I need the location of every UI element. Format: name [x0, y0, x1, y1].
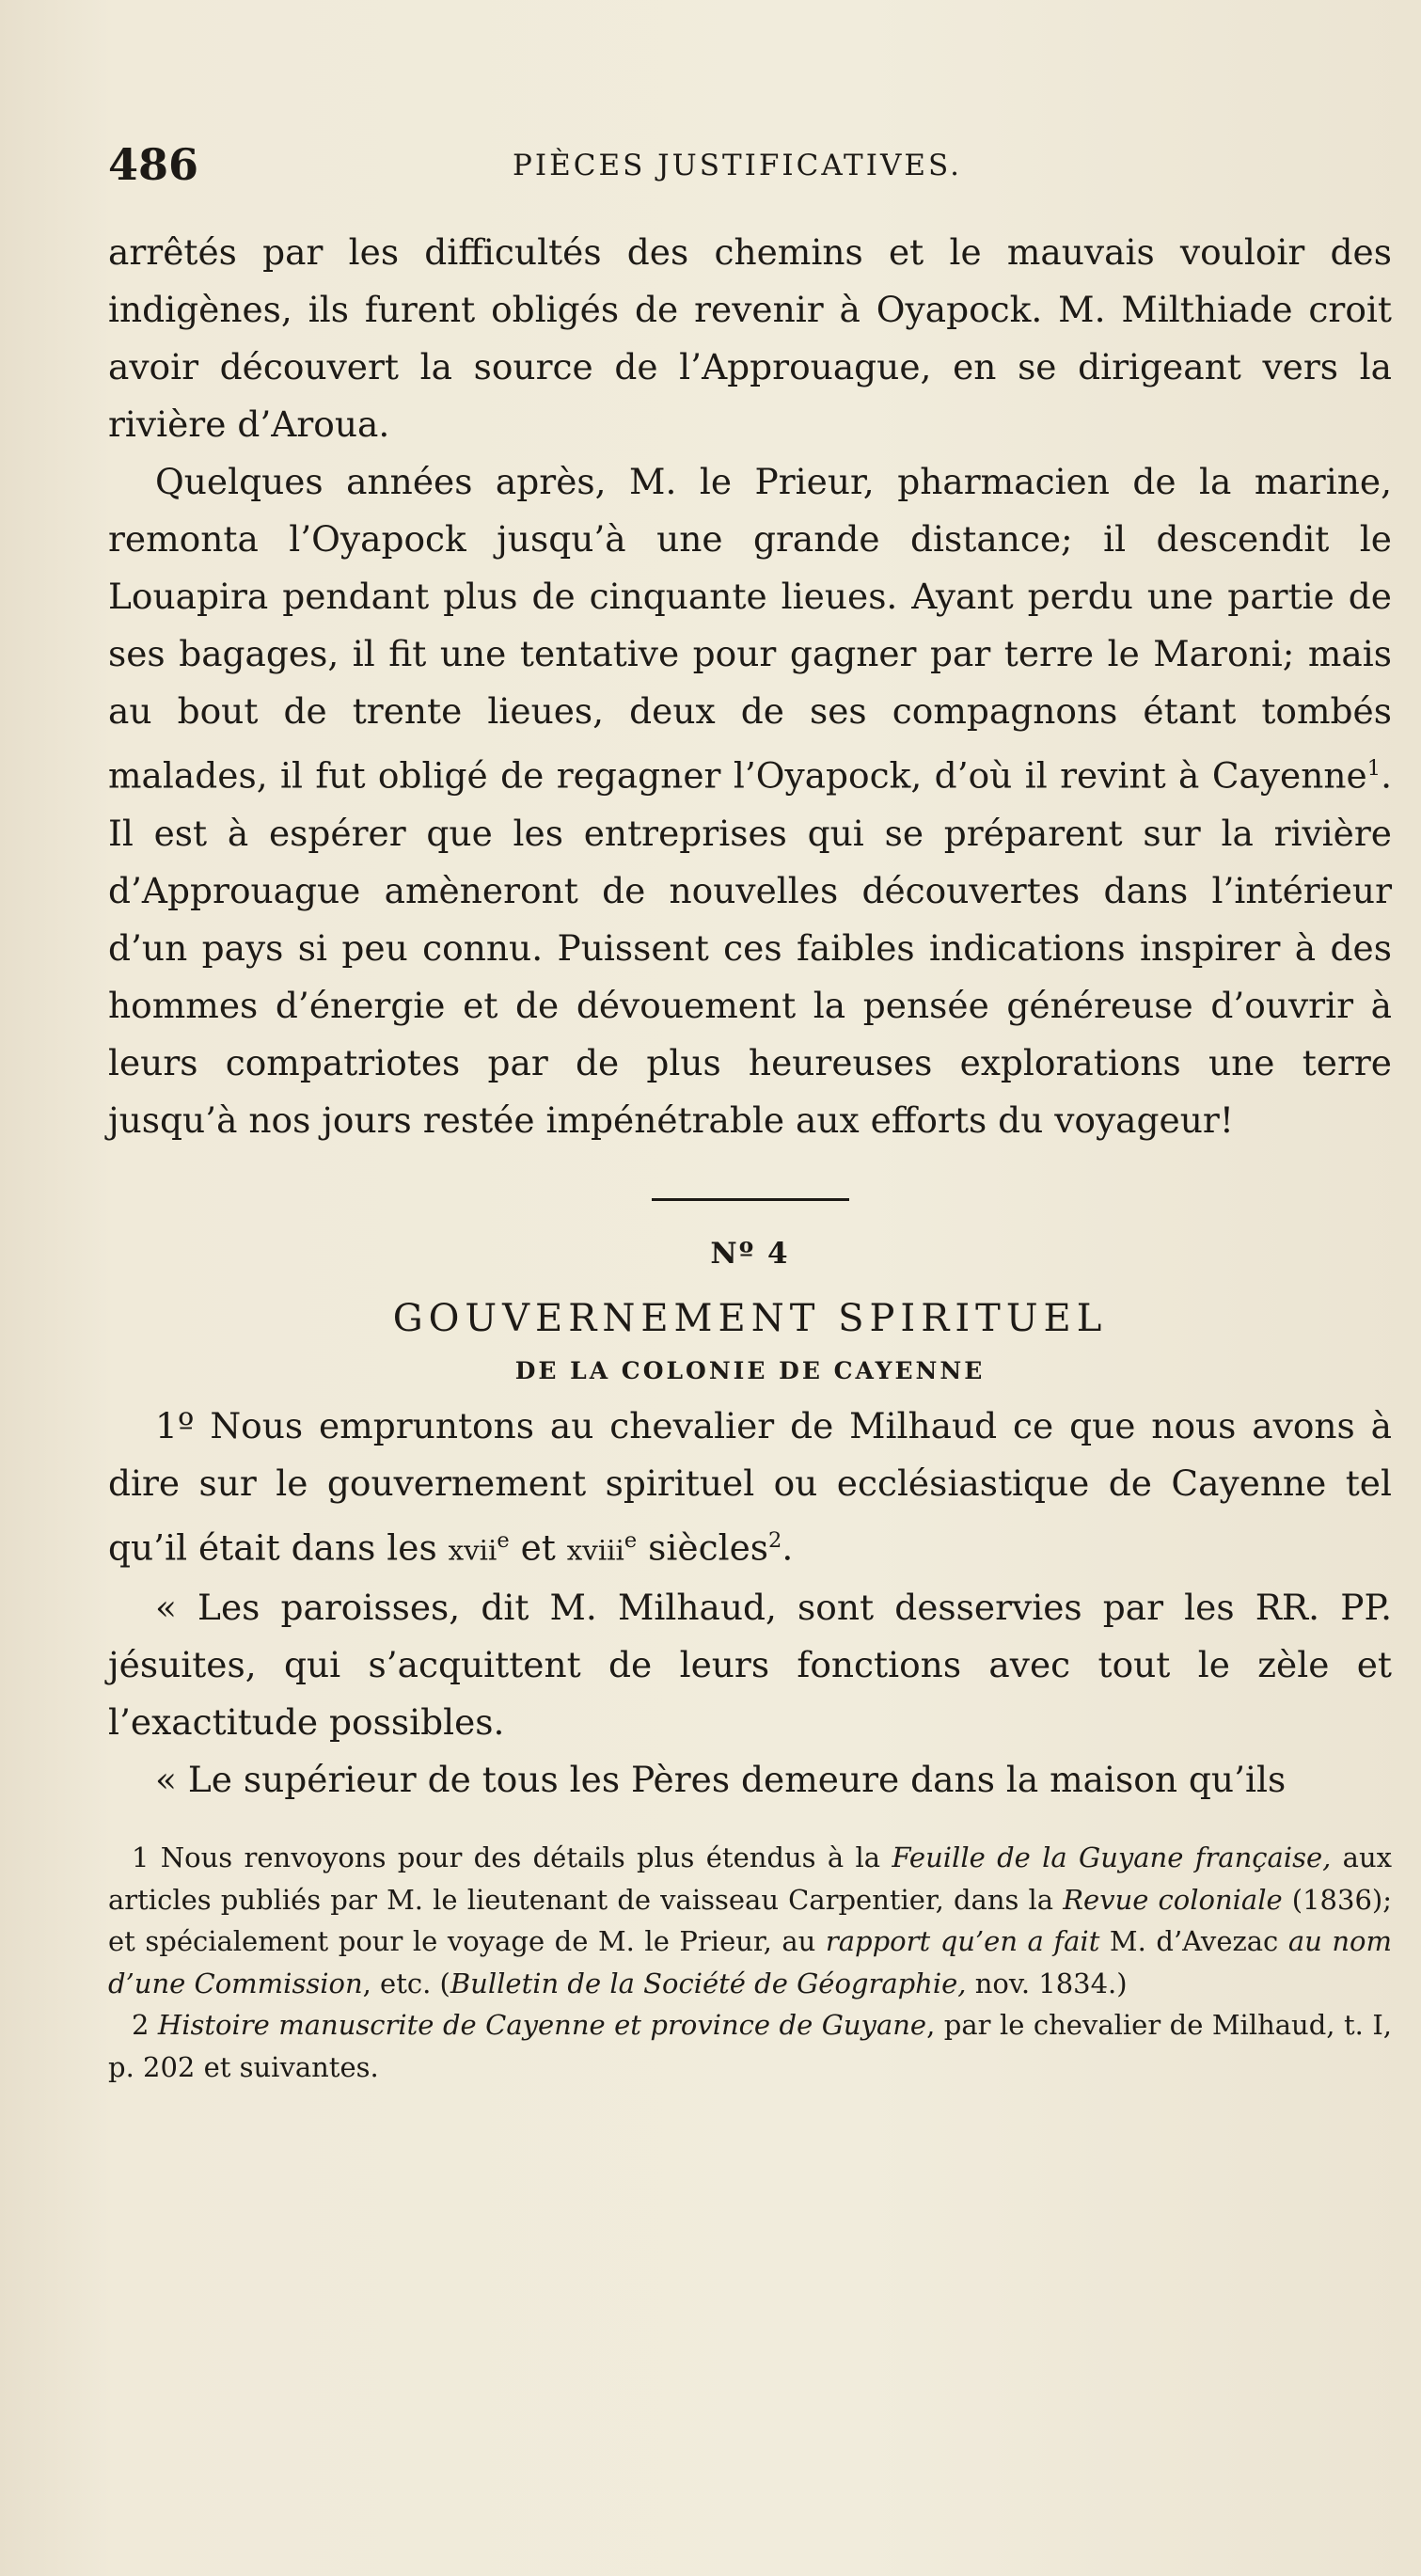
paragraph-continued: arrêtés par les difficultés des chemins et le mauvais vouloir des indigènes, ils furent obligés de revenir à Oyapock. M. Milthiade croit avoir découvert la source de l’Approuague, en se dirigeant vers la rivière d’Aroua. — [108, 231, 1392, 445]
paragraph-paroisses: « Les paroisses, dit M. Milhaud, sont desservies par les RR. PP. jésuites, qui s’acquittent de leurs fonctions avec tout le zèle et l’exactitude possibles. — [108, 1587, 1392, 1743]
century-suffix: e — [624, 1527, 638, 1553]
footnote-italic: au nom d’une Commission — [108, 1925, 1393, 1999]
paragraph-text: et — [509, 1526, 567, 1568]
footnote-ref: 2 — [768, 1527, 782, 1553]
paragraph-prieur — [108, 453, 1392, 1149]
footnote-text: aux articles publiés par M. le lieutenant de vaisseau Carpentier, dans la — [108, 1841, 1392, 1916]
footnote-italic: Feuille de la Guyane française, — [892, 1841, 1332, 1873]
century-numeral: xvii — [448, 1534, 497, 1566]
paragraph-text: siècles — [637, 1526, 769, 1568]
paragraph-text: Quelques années après, M. le Prieur, pharmacien de la marine, remonta l’Oyapock jusqu’à une grande distance; il descendit le Louapira pendant plus de cinquante lieues. Ayant perdu une partie de ses bagages, il fit une tentative pour gagner par terre le Maroni; mais au bout de trente lieues, deux de ses compagnons étant tombés malades, il fut obligé de regagner l’Oyapock, d’où il revint à Cayenne — [108, 461, 1392, 797]
footnote-ref: 1 — [1366, 756, 1382, 781]
footnote-number: 2 — [132, 2009, 150, 2041]
page-body — [108, 224, 1392, 2088]
section-title: GOUVERNEMENT SPIRITUEL — [392, 1296, 1108, 1340]
century-numeral: xviii — [566, 1534, 624, 1566]
footnote-text: , etc. ( — [362, 1967, 450, 1999]
section-subtitle: DE LA COLONIE DE CAYENNE — [514, 1356, 986, 1384]
footnote-text: nov. 1834.) — [966, 1967, 1128, 1999]
footnote-text: M. d’Avezac — [1099, 1925, 1288, 1957]
footnote-text: (1836); et spécialement pour le voyage de M. le Prieur, au — [108, 1883, 1392, 1957]
footnote-text: Nous renvoyons pour des détails plus étendus à la — [149, 1841, 892, 1873]
footnotes — [108, 1837, 1392, 2088]
footnote-italic: Revue coloniale — [1063, 1883, 1283, 1916]
page-header — [108, 139, 1392, 196]
paragraph-text: . — [782, 1526, 794, 1568]
footnote-italic: Histoire manuscrite de Cayenne et province de Guyane — [149, 2009, 927, 2041]
century-suffix: e — [497, 1527, 510, 1553]
running-title: PIÈCES JUSTIFICATIVES. — [513, 149, 962, 182]
footnote-text: , par le chevalier de Milhaud, t. I, p. 202 et suivantes. — [108, 2009, 1392, 2083]
page-number: 486 — [108, 139, 199, 190]
footnote-italic: Bulletin de la Société de Géographie, — [450, 1967, 967, 1999]
footnote-2 — [108, 2004, 1392, 2088]
paragraph-superieur: « Le supérieur de tous les Pères demeure dans la maison qu’ils — [155, 1759, 1287, 1800]
paragraph-milhaud — [108, 1398, 1392, 1580]
section-divider — [652, 1198, 849, 1201]
section-number: Nº 4 — [710, 1236, 790, 1271]
footnote-1 — [108, 1837, 1392, 2004]
footnote-italic: rapport qu’en a fait — [825, 1925, 1100, 1957]
footnote-number: 1 — [132, 1841, 150, 1873]
paragraph-text: 1º Nous empruntons au chevalier de Milhaud ce que nous avons à dire sur le gouvernement spirituel ou ecclésiastique de Cayenne tel qu’il était dans les — [108, 1404, 1392, 1568]
paragraph-text: . Il est à espérer que les entreprises qui se préparent sur la rivière d’Approuague amèneront de nouvelles découvertes dans l’intérieur d’un pays si peu connu. Puissent ces faibles indications inspirer à des hommes d’énergie et de dévouement la pensée généreuse d’ouvrir à leurs compatriotes par de plus heureuses explorations une terre jusqu’à nos jours restée impénétrable aux efforts du voyageur! — [108, 754, 1392, 1141]
